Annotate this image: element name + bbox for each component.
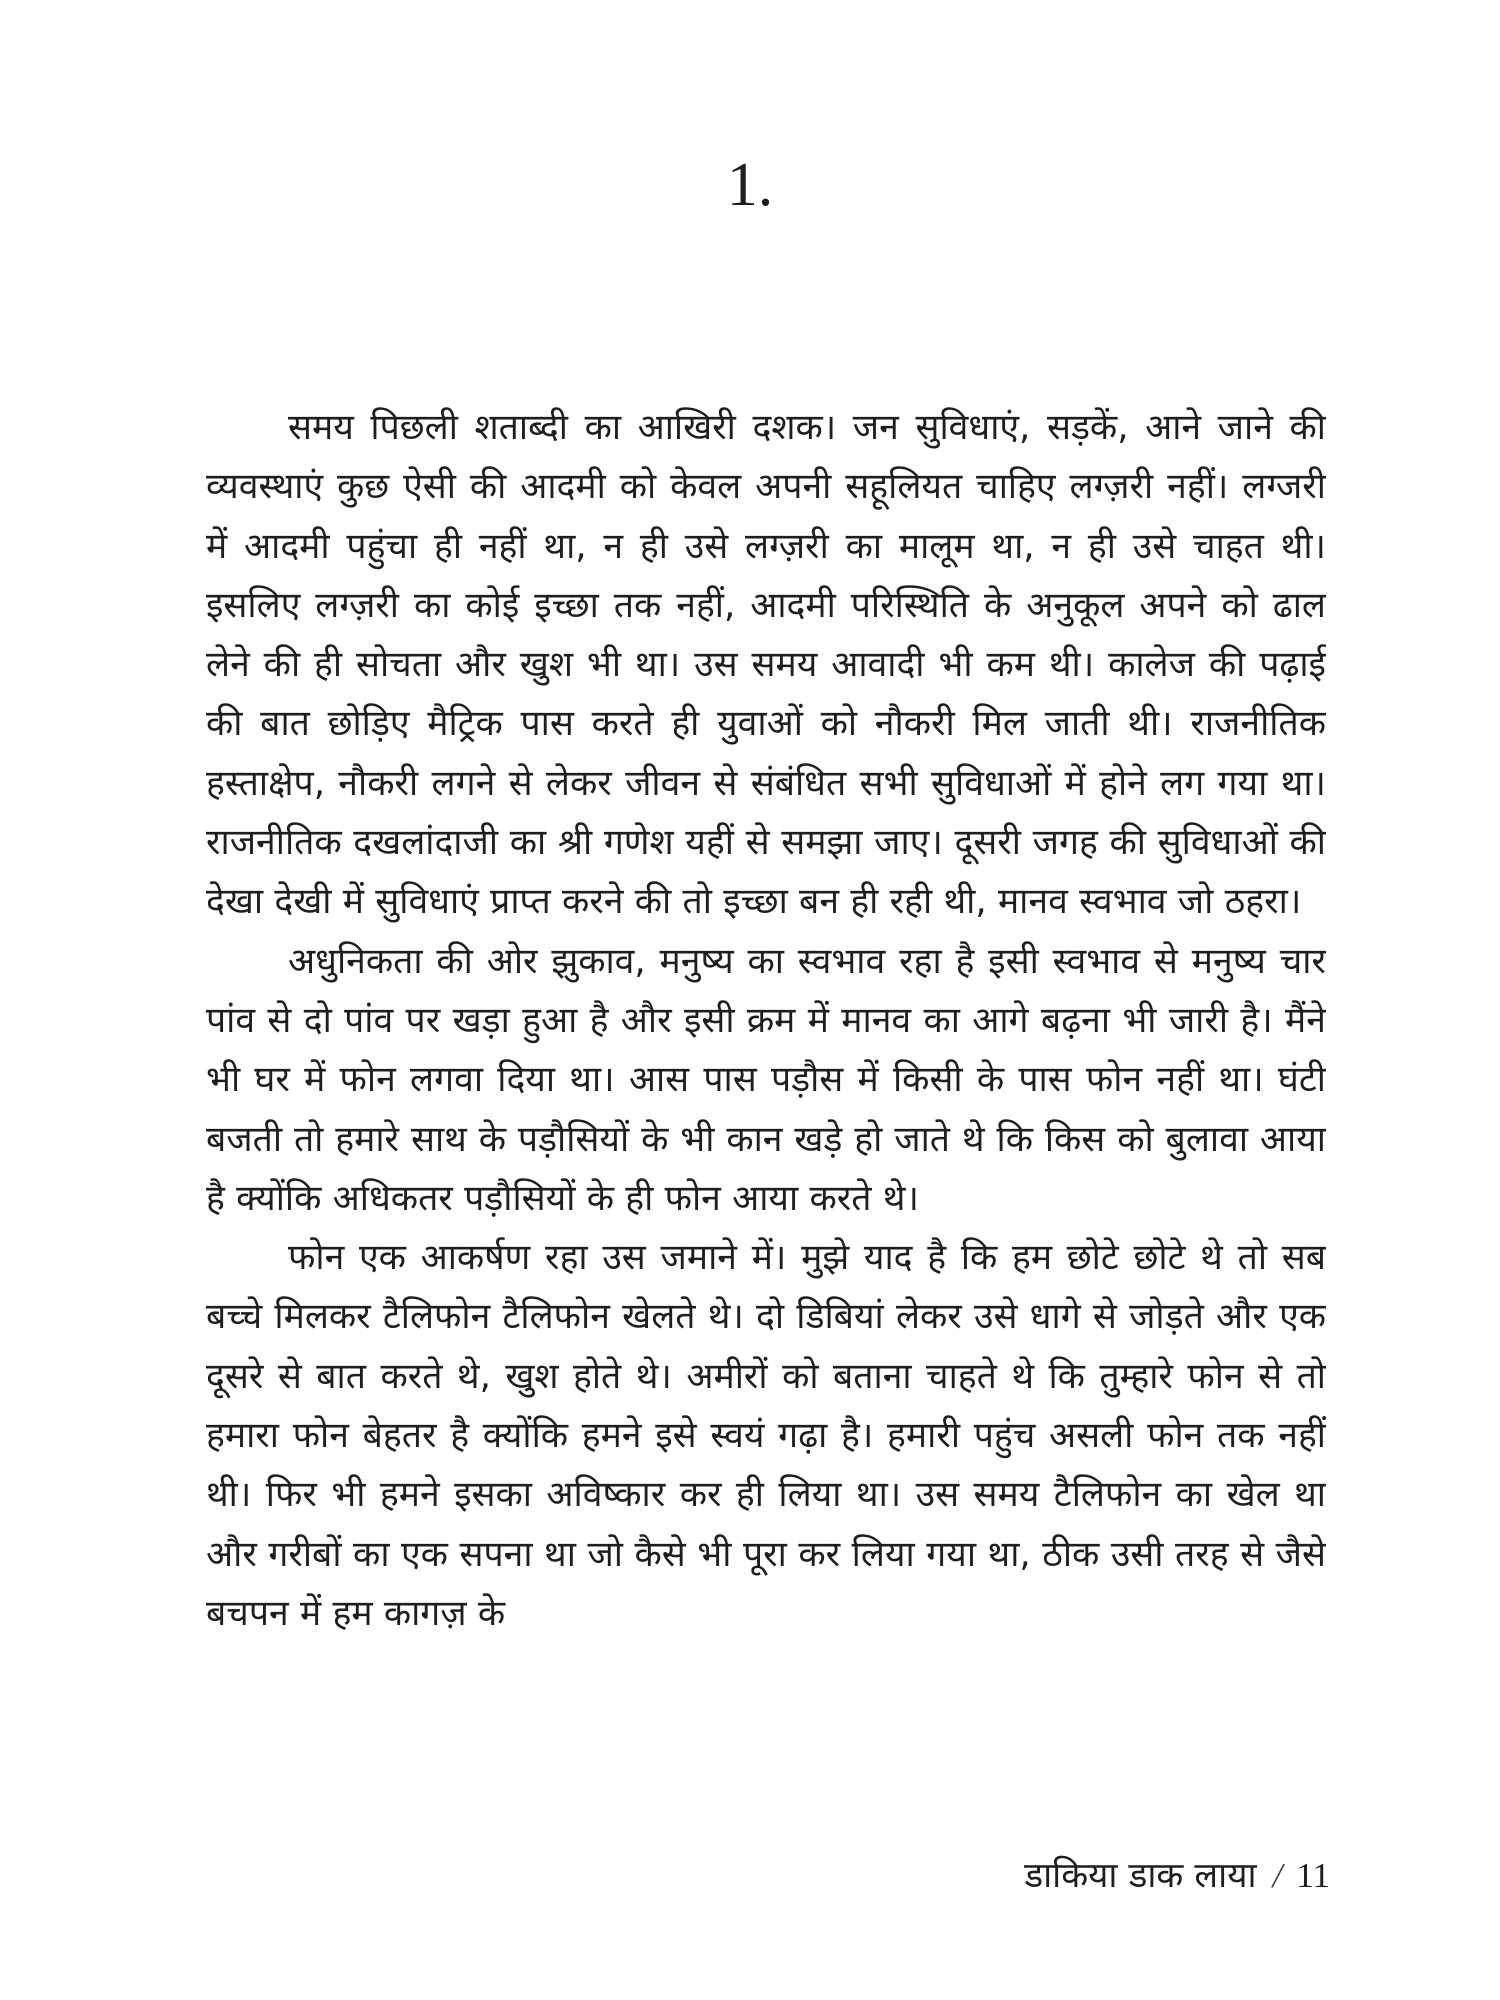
- running-title: डाकिया डाक लाया: [1024, 1856, 1257, 1896]
- footer-separator: /: [1272, 1856, 1283, 1895]
- paragraph-1: समय पिछली शताब्दी का आखिरी दशक। जन सुविधाएं, सड़कें, आने जाने की व्यवस्थाएं कुछ ऐसी की आदमी को केवल अपनी सहूलियत चाहिए लग्ज़री नहीं। लग्जरी में आदमी पहुंचा ही नहीं था, न ही उसे लग्ज़री का मालूम था, न ही उसे चाहत थी। इसलिए लग्ज़री का कोई इच्छा तक नहीं, आदमी परिस्थिति के अनुकूल अपने को ढाल लेने की ही सोचता और खुश भी था। उस समय आवादी भी कम थी। कालेज की पढ़ाई की बात छोड़िए मैट्रिक पास करते ही युवाओं को नौकरी मिल जाती थी। राजनीतिक हस्ताक्षेप, नौकरी लगने से लेकर जीवन से संबंधित सभी सुविधाओं में होने लग गया था। राजनीतिक दखलांदाजी का श्री गणेश यहीं से समझा जाए। दूसरी जगह की सुविधाओं की देखा देखी में सुविधाएं प्राप्त करने की तो इच्छा बन ही रही थी, मानव स्वभाव जो ठहरा।: [206, 407, 1326, 923]
- page-number: 11: [1296, 1856, 1330, 1895]
- page-footer: [0, 1852, 1330, 1900]
- paragraph-2: अधुनिकता की ओर झुकाव, मनुष्य का स्वभाव रहा है इसी स्वभाव से मनुष्य चार पांव से दो पांव पर खड़ा हुआ है और इसी क्रम में मानव का आगे बढ़ना भी जारी है। मैंने भी घर में फोन लगवा दिया था। आस पास पड़ौस में किसी के पास फोन नहीं था। घंटी बजती तो हमारे साथ के पड़ौसियों के भी कान खड़े हो जाते थे कि किस को बुलावा आया है क्योंकि अधिकतर पड़ौसियों के ही फोन आया करते थे।: [206, 940, 1326, 1219]
- body-text: [206, 398, 1326, 1838]
- paragraph-3: फोन एक आकर्षण रहा उस जमाने में। मुझे याद है कि हम छोटे छोटे थे तो सब बच्चे मिलकर टैलिफोन टैलिफोन खेलते थे। दो डिबियां लेकर उसे धागे से जोड़ते और एक दूसरे से बात करते थे, खुश होते थे। अमीरों को बताना चाहते थे कि तुम्हारे फोन से तो हमारा फोन बेहतर है क्योंकि हमने इसे स्वयं गढ़ा है। हमारी पहुंच असली फोन तक नहीं थी। फिर भी हमने इसका अविष्कार कर ही लिया था। उस समय टैलिफोन का खेल था और गरीबों का एक सपना था जो कैसे भी पूरा कर लिया गया था, ठीक उसी तरह से जैसे बचपन में हम कागज़ के: [206, 1237, 1326, 1634]
- chapter-number: 1.: [726, 151, 774, 219]
